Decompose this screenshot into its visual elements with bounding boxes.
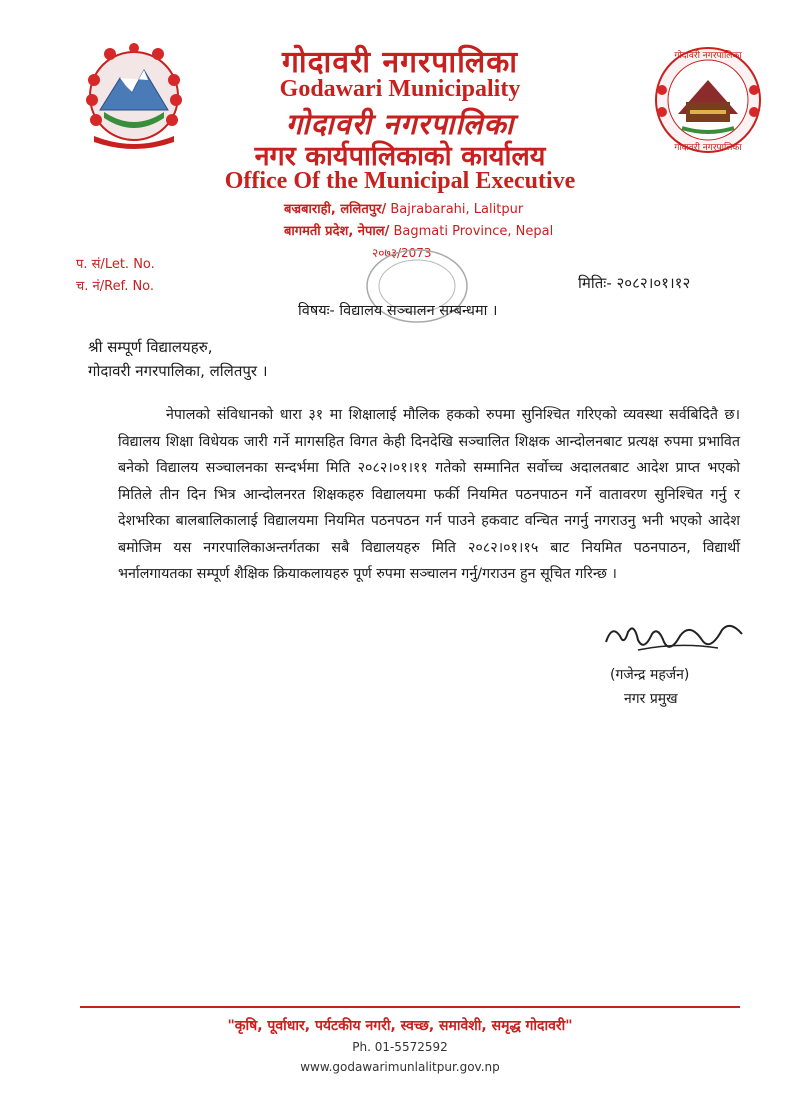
footer-website: www.godawarimunlalitpur.gov.np	[300, 1060, 500, 1074]
subject-line: विषयः- विद्यालय सञ्चालन सम्बन्धमा ।	[298, 303, 498, 319]
footer-divider	[80, 1006, 740, 1008]
seal-text-bottom: गोदावरी नगरपालिका	[674, 143, 742, 153]
addressee-line-2: गोदावरी नगरपालिका, ललितपुर ।	[88, 362, 268, 380]
address-line-2-en: Bagmati Province, Nepal	[393, 224, 554, 239]
municipality-name-stylized: गोदावरी नगरपालिका	[285, 107, 515, 141]
addressee-line-1: श्री सम्पूर्ण विद्यालयहरु,	[88, 338, 213, 356]
seal-text-top: गोदावरी नगरपालिका	[674, 51, 742, 61]
signatory-name: (गजेन्द्र महर्जन)	[610, 667, 690, 683]
footer-phone: Ph. 01-5572592	[352, 1040, 448, 1054]
address-line-1-en: Bajrabarahi, Lalitpur	[390, 202, 524, 217]
office-name-english: Office Of the Municipal Executive	[224, 168, 576, 194]
office-name-devanagari: नगर कार्यपालिकाको कार्यालय	[254, 141, 546, 172]
address-line-2-dev: बागमती प्रदेश, नेपाल/	[284, 224, 390, 239]
signatory-title: नगर प्रमुख	[624, 691, 678, 707]
letter-date: मितिः- २०८२।०१।१२	[578, 274, 691, 292]
address-line-2	[284, 221, 624, 239]
letter-no-label: प. सं/Let. No.	[76, 257, 155, 272]
address-line-1-dev: बज्रबाराही, ललितपुर/	[284, 202, 387, 217]
municipality-name-english: Godawari Municipality	[279, 76, 521, 102]
footer-slogan: "कृषि, पूर्वाधार, पर्यटकीय नगरी, स्वच्छ, समावेशी, समृद्ध गोदावरी"	[227, 1018, 573, 1034]
signature-scribble	[598, 612, 748, 662]
ref-no-label: च. नं/Ref. No.	[76, 279, 155, 294]
established-year: २०७३/2073	[372, 246, 432, 260]
address-line-1	[284, 199, 624, 217]
letter-body: नेपालको संविधानको धारा ३१ मा शिक्षालाई मौलिक हकको रुपमा सुनिश्चित गरिएको व्यवस्था सर्वबिदितै छ। विद्यालय शिक्षा विधेयक जारी गर्ने मागसहित विगत केही दिनदेखि सञ्चालित शिक्षक आन्दोलनबाट प्रत्यक्ष रुपमा प्रभावित बनेको विद्यालय सञ्चालनका सन्दर्भमा मिति २०८२।०१।११ गतेको सम्मानित सर्वोच्च अदालतबाट आदेश प्राप्त भएको मितिले तीन दिन भित्र आन्दोलनरत शिक्षकहरु विद्यालयमा फर्की नियमित पठनपाठन गर्ने वातावरण सुनिश्चित गर्नु र देशभरिका बालबालिकालाई विद्यालयमा नियमित पठनपठन गर्न पाउने हकवाट वन्चित नगर्नु नगराउनु भनी भएको आदेश बमोजिम यस नगरपालिकाअन्तर्गतका सबै विद्यालयहरु मिति २०८२।०१।१५ बाट नियमित पठनपाठन, विद्यार्थी भर्नालगायतका सम्पूर्ण शैक्षिक क्रियाकलायहरु पूर्ण रुपमा सञ्चालन गर्नु/गराउन हुन सूचित गरिन्छ ।	[118, 407, 740, 582]
municipality-name-devanagari: गोदावरी नगरपालिका	[281, 45, 519, 80]
